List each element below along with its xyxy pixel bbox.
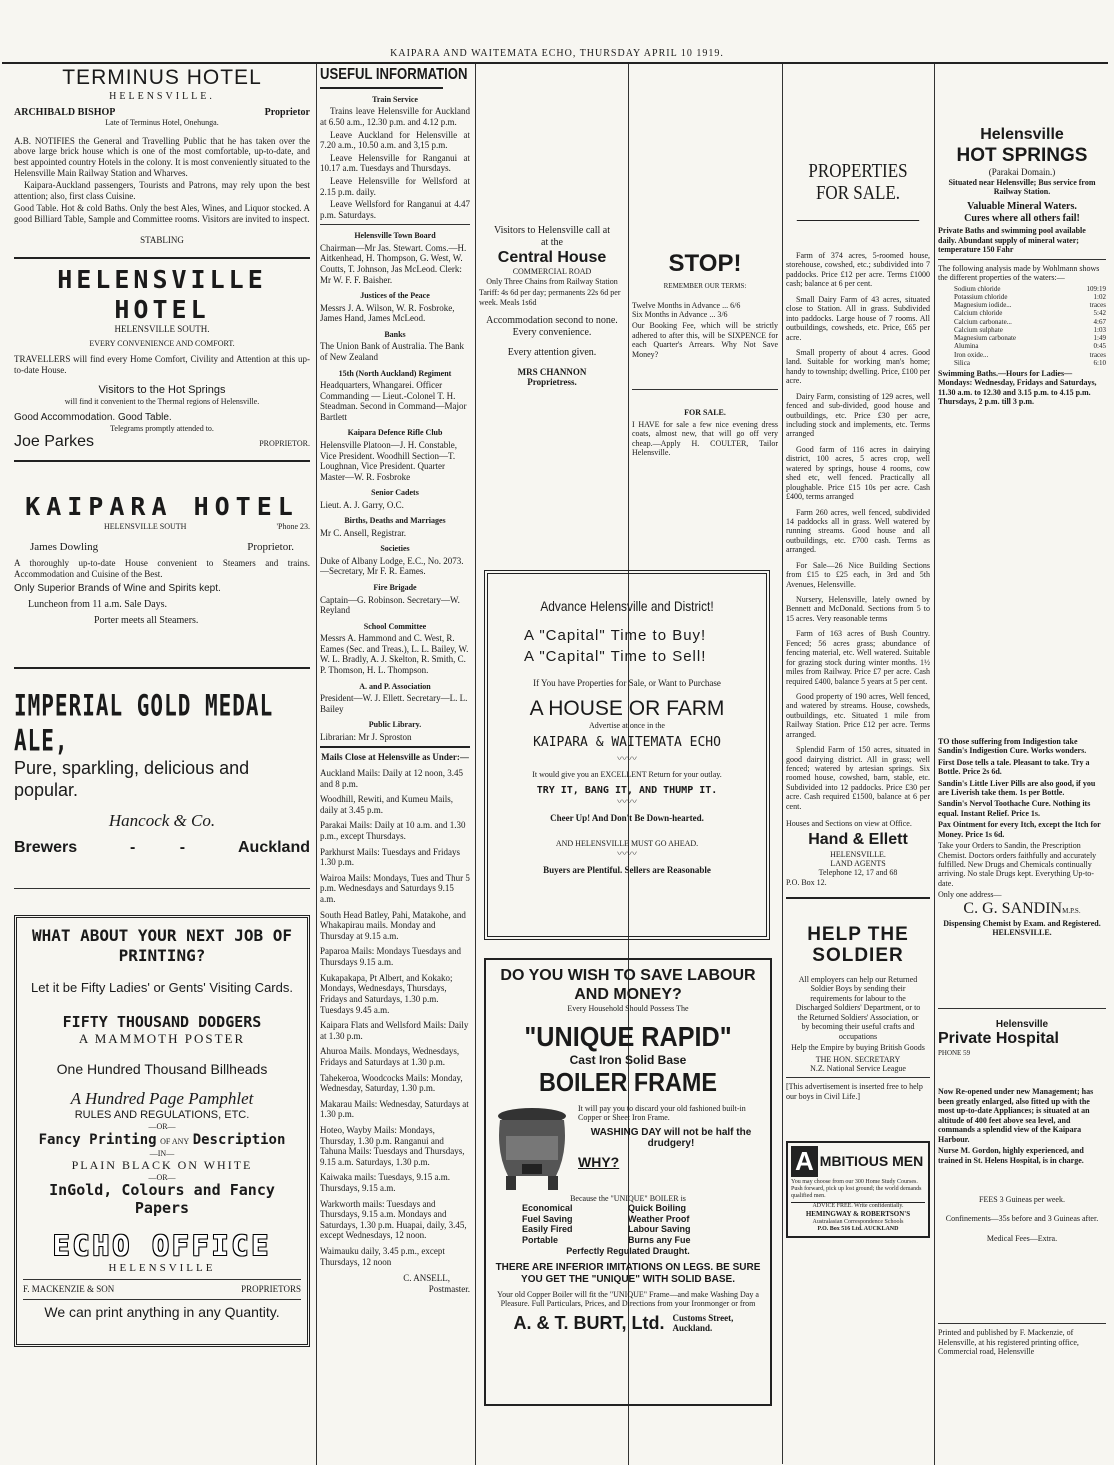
- boiler-feature: Portable: [522, 1234, 559, 1245]
- boiler-illustration: [492, 1102, 572, 1194]
- property-item: Small property of about 4 acres. Good land. Suitable for working man's home; handy to township; dwelling. Price, £100 per acre.: [786, 347, 930, 386]
- stop-remember: REMEMBER OUR TERMS:: [663, 282, 747, 291]
- agent-tel: Telephone 12, 17 and 68: [818, 868, 898, 878]
- boiler-because: Because the "UNIQUE" BOILER is: [570, 1193, 686, 1203]
- rifle-text: Helensville Platoon—J. H. Constable, Vice President. Woodhill Section—T. Loughnan, Vice President. Quarter Master—W. R. Fosbroke: [320, 439, 457, 482]
- stop-ad: [632, 250, 778, 460]
- kaipara-phone: 'Phone 23.: [276, 521, 310, 531]
- column-2: [320, 66, 470, 1461]
- boiler-address: Customs Street, Auckland.: [672, 1312, 734, 1334]
- central-at: at the: [541, 236, 563, 248]
- mail-item: Auckland Mails: Daily at 12 noon, 3.45 and 8 p.m.: [320, 767, 463, 789]
- hospital-fees: FEES 3 Guineas per week.: [979, 1194, 1065, 1204]
- ambitious-initial: A: [791, 1146, 818, 1177]
- mail-item: Paparoa Mails: Mondays Tuesdays and Thursdays 9.15 a.m.: [320, 946, 461, 968]
- mail-item: Kukapakapa, Pt Albert, and Kokako; Mondays, Wednesdays, Thursdays, Fridays and Saturdays, 1.30 p.m. Tuesdays 9.45 a.m.: [320, 972, 453, 1015]
- advance-ahead: AND HELENSVILLE MUST GO AHEAD.: [555, 839, 699, 849]
- printing-plain: PLAIN BLACK ON WHITE: [71, 1158, 253, 1173]
- kaipara-role: Proprietor.: [247, 541, 294, 553]
- column-1: [14, 66, 310, 1461]
- stop-terms: Our Booking Fee, which will be strictly adhered to after this, will be SIXPENCE for each Quarter's Arrears. Why Not Save Money?: [632, 321, 778, 359]
- analysis-cell: 1:02: [1093, 292, 1106, 301]
- boiler-unique: "UNIQUE RAPID": [524, 1020, 732, 1052]
- ap-heading: A. and P. Association: [359, 681, 431, 691]
- sandin-dose: First Dose tells a tale. Pleasant to take. Try a Bottle. Price 2s 6d.: [938, 757, 1090, 777]
- boiler-imitations: THERE ARE INFERIOR IMITATIONS ON LEGS. BE SURE YOU GET THE "UNIQUE" WITH SOLID BASE.: [495, 1262, 761, 1285]
- sandin-name: C. G. SANDIN: [963, 899, 1063, 917]
- advance-try: TRY IT, BANG IT, AND THUMP IT.: [536, 785, 718, 797]
- mail-item: South Head Batley, Pahi, Matakohe, and Whakapirau mails. Monday and Thursday at 9.15 a.m.: [320, 909, 466, 941]
- analysis-cell: 4:67: [1093, 317, 1106, 326]
- boiler-feature: Weather Proof: [628, 1213, 690, 1224]
- analysis-cell: Magnesium iodide...: [954, 301, 1012, 310]
- ambitious-advice: ADVICE FREE. Write confidentially.: [791, 1202, 925, 1210]
- analysis-cell: Silica: [954, 358, 970, 367]
- masthead: KAIPARA AND WAITEMATA ECHO, THURSDAY APRIL 10 1919.: [390, 48, 724, 59]
- library-text: Librarian: Mr J. Sproston: [320, 731, 412, 742]
- printing-tagline: We can print anything in any Quantity.: [44, 1304, 280, 1321]
- help-heading: HELP THE SOLDIER: [807, 924, 909, 967]
- property-item: Farm 260 acres, well fenced, subdivided 14 paddocks all in grass. Well watered by running streams. Good house and all outbuildings, etc. £700 cash. Terms as arranged.: [786, 507, 930, 555]
- properties-view: Houses and Sections on view at Office.: [786, 819, 912, 829]
- analysis-cell: Calcium carbonate...: [954, 317, 1012, 326]
- kaipara-title: KAIPARA HOTEL: [25, 492, 299, 522]
- central-dist: Only Three Chains from Railway Station: [486, 276, 618, 286]
- advance-advertise: Advertise at once in the: [589, 721, 665, 731]
- advance-ad: Advance Helensville and District! A "Capital" Time to Buy! A "Capital" Time to Sell! If You have Properties for Sale, or Want to Purchase A HOUSE OR FARM Advertise at once in the KAIPARA & WAITEMATA ECHO 〰〰 It would give you an EXCELLENT Return for your outlay. TRY IT, BANG IT, AND THUMP IT. 〰〰 Cheer Up! And Don't Be Down-hearted. AND HELENSVILLE MUST GO AHEAD. 〰〰 Buyers are Plentiful. Sellers are Reasonable: [484, 570, 770, 940]
- analysis-row: [954, 309, 1106, 317]
- sandin-tooth: Sandin's Nervol Toothache Cure. Nothing its equal. Instant Relief. Price 1s.: [938, 799, 1091, 818]
- train-item: Trains leave Helensville for Auckland at 6.50 a.m., 12.30 p.m. and 4.12 p.m.: [320, 106, 470, 127]
- boiler-headline: DO YOU WISH TO SAVE LABOUR AND MONEY?: [500, 967, 756, 1004]
- mail-item: Waimauku daily, 3.45 p.m., except Thursdays, 12 noon: [320, 1246, 445, 1267]
- central-name: Central House: [497, 248, 607, 266]
- analysis-cell: Potassium chloride: [954, 292, 1008, 301]
- advance-house: A HOUSE OR FARM: [529, 696, 725, 720]
- imprint: Printed and published by F. Mackenzie, of Helensville, at his registered printing office, Commercial road, Helensville: [938, 1328, 1079, 1357]
- helensville-title: HELENSVILLE HOTEL: [57, 265, 267, 324]
- banks-text: The Union Bank of Australia. The Bank of New Zealand: [320, 341, 465, 362]
- properties-heading: PROPERTIES FOR SALE.: [797, 160, 919, 221]
- springs-cures: Cures where all others fail!: [964, 212, 1080, 224]
- property-item: Good property of 190 acres, Well fenced, and watered by streams. House, cowsheds, outbuildings, etc. Situated 1 mile from Railway Station. Price £12 per acre. Terms arranged.: [786, 691, 930, 739]
- boiler-possess: Every Household Should Possess The: [567, 1004, 689, 1014]
- column-5: [786, 160, 930, 1460]
- terminus-title: TERMINUS HOTEL: [62, 66, 262, 89]
- ale-ad: IMPERIAL GOLD MEDAL ALE, Pure, sparkling, delicious and popular. Hancock & Co. Brewers - - Auckland: [14, 688, 310, 857]
- help-secretary: THE HON. SECRETARY: [815, 1054, 901, 1064]
- births-text: Mr C. Ansell, Registrar.: [320, 527, 406, 538]
- cadets-heading: Senior Cadets: [371, 488, 419, 498]
- springs-baths: Private Baths and swimming pool available daily. Abundant supply of mineral water; temperature 150 Fahr: [938, 226, 1086, 255]
- fire-heading: Fire Brigade: [373, 583, 417, 593]
- helensville-springs2: will find it convenient to the Thermal regions of Helensville.: [64, 396, 260, 406]
- boiler-copper: Your old Copper Boiler will fit the "UNIQUE" Frame—and make Washing Day a Pleasure. Full Particulars, Prices, and Directions from your Ironmonger or from: [497, 1289, 759, 1309]
- ale-desc: Pure, sparkling, delicious and popular.: [14, 758, 250, 800]
- analysis-row: [954, 318, 1106, 326]
- postmaster-sign: C. ANSELL,: [403, 1273, 450, 1284]
- train-list: [320, 106, 470, 220]
- terminus-body: A.B. NOTIFIES the General and Travelling Public that he has taken over the above large brick house which is one of the most comfortable, up-to-date, and best appointed country Hotels in the colony. It is most conveniently situated to the Helensville Main Railway Station and Wharves.: [14, 135, 310, 178]
- boiler-feature: Economical: [522, 1203, 573, 1214]
- boiler-pay: It will pay you to discard your old fashioned built-in Copper or Sheet Iron Frame.: [578, 1103, 746, 1123]
- ap-text: President—W. J. Ellett. Secretary—L. L. Bailey: [320, 693, 468, 714]
- analysis-cell: 5:42: [1093, 309, 1106, 318]
- hospital-medical: Medical Fees—Extra.: [986, 1233, 1058, 1243]
- kaipara-sub: HELENSVILLE SOUTH: [104, 521, 187, 531]
- hospital-nurse: Nurse M. Gordon, highly experienced, and trained in St. Helens Hospital, is in charge.: [938, 1146, 1084, 1165]
- school-text: Messrs A. Hammond and C. West, R. Eames (Sec. and Treas.), L. L. Bailey, W. W. L. Bradly, A. J. Skelton, R. Smith, C. P. Thomson, H. L. Thompson.: [320, 633, 469, 676]
- agent-box: P.O. Box 12.: [786, 877, 827, 887]
- advance-return: It would give you an EXCELLENT Return for your outlay.: [532, 769, 722, 779]
- ale-title: IMPERIAL GOLD MEDAL ALE,: [14, 688, 274, 757]
- boiler-feature: Burns any Fue: [628, 1234, 691, 1245]
- terminus-body3: Good Table. Hot & cold Baths. Only the best Ales, Wines, and Liquor stocked. A good Billiard Table, Sample and Committee rooms. Visitors are invited to inspect.: [14, 203, 310, 225]
- agent-firm: Hand & Ellett: [808, 830, 908, 848]
- mail-item: Parakai Mails: Daily at 10 a.m. and 1.30 p.m., except Thursdays.: [320, 820, 466, 841]
- train-item: Leave Wellsford for Ranganui at 4.47 p.m. Saturdays.: [320, 199, 470, 220]
- stop-term-2: Six Months in Advance ... 3/6: [632, 310, 728, 319]
- train-item: Leave Auckland for Helensville at 7.20 a.m., 10.50 a.m. and 3,15 p.m.: [320, 129, 470, 151]
- analysis-table: [938, 285, 1106, 368]
- births-heading: Births, Deaths and Marriages: [344, 516, 446, 526]
- printing-gold: InGold, Colours and Fancy Papers: [49, 1181, 275, 1217]
- mail-item: Warkworth mails: Tuesdays and Thursdays, 9.15 a.m. Mondays and Saturdays, 1.30 p.m. Huapai, daily, 3.45, except Wednesdays, 12 noon.: [320, 1198, 467, 1241]
- printing-cards: Let it be Fifty Ladies' or Gents' Visiting Cards.: [31, 980, 293, 996]
- analysis-cell: Calcium sulphate: [954, 325, 1003, 334]
- mail-item: Makarau Mails: Wednesday, Saturdays at 1.30 p.m.: [320, 1098, 469, 1120]
- helensville-owner: Joe Parkes: [14, 433, 95, 451]
- regiment-heading: 15th (North Auckland) Regiment: [338, 368, 452, 378]
- train-heading: Train Service: [372, 94, 418, 104]
- terminus-body2: Kaipara-Auckland passengers, Tourists and Patrons, may rely upon the best attention; also, first class Cuisine.: [14, 180, 310, 201]
- ambitious-schools: Australasian Correspondence Schools: [812, 1218, 904, 1225]
- mail-item: Woodhill, Rewiti, and Kumeu Mails, daily at 3.45 p.m.: [320, 794, 454, 815]
- column-rule: [782, 64, 783, 1464]
- terminus-stabling: STABLING: [140, 234, 184, 245]
- ale-city: Auckland: [237, 839, 310, 857]
- ale-maker: Hancock & Co.: [108, 811, 216, 831]
- mail-item: Tahekeroa, Woodcocks Mails: Monday, Wednesday, Saturday, 1.30 p.m.: [320, 1072, 463, 1094]
- hospital-h1: Helensville: [995, 1018, 1049, 1030]
- central-house-ad: [479, 225, 625, 455]
- boiler-feature: Labour Saving: [628, 1224, 691, 1235]
- fire-text: Captain—G. Robinson. Secretary—W. Reyland: [320, 594, 460, 616]
- ale-brewers: Brewers: [14, 839, 78, 857]
- jp-heading: Justices of the Peace: [360, 291, 430, 301]
- printing-ofany: OF ANY: [160, 1136, 190, 1146]
- property-item: Small Dairy Farm of 43 acres, situated close to Station. All in grass. Subdivided into paddocks. Large house of 7 rooms. All outbuildings, cowsheds, etc. Price, £65 per acre.: [786, 294, 930, 342]
- analysis-cell: traces: [1089, 350, 1106, 359]
- boiler-frame: BOILER FRAME: [538, 1067, 718, 1097]
- analysis-cell: Alumina: [954, 342, 979, 351]
- springs-sub: (Parakai Domain.): [988, 167, 1056, 178]
- advance-properties: If You have Properties for Sale, or Want to Purchase: [533, 677, 721, 688]
- property-item: Farm of 374 acres, 5-roomed house, storehouse, cowshed, etc.; subdivided into 7 paddocks. Price £12 per acre. Terms £1000 cash; balance at 6 per cent.: [786, 251, 930, 289]
- analysis-cell: 1:03: [1093, 325, 1106, 334]
- mails-heading: Mails Close at Helensville as Under:—: [321, 752, 469, 763]
- printing-fancy: Fancy Printing: [38, 1131, 157, 1148]
- printing-headline: WHAT ABOUT YOUR NEXT JOB OF PRINTING?: [31, 926, 293, 966]
- printing-billheads: One Hundred Thousand Billheads: [56, 1060, 268, 1077]
- help-note: [This advertisement is inserted free to help our boys in Civil Life.]: [786, 1082, 923, 1101]
- train-item: Leave Helensville for Wellsford at 2.15 p.m. daily.: [320, 175, 470, 197]
- ambitious-text: You may choose from our 300 Home Study Courses. Push forward, pick up lost ground; the world demands qualified men.: [791, 1178, 922, 1200]
- hospital-confinements: Confinements—35s before and 3 Guineas after.: [945, 1214, 1099, 1224]
- printing-rules: RULES AND REGULATIONS, ETC.: [74, 1109, 250, 1122]
- analysis-cell: Magnesium carbonate: [954, 334, 1017, 343]
- ambitious-address: P.O. Box 516 Ltd. AUCKLAND: [817, 1225, 899, 1232]
- printing-props: F. MACKENZIE & SON: [23, 1284, 115, 1295]
- springs-analysis: The following analysis made by Wohlmann shows the different properties of the waters:—: [938, 263, 1100, 283]
- board-heading: Helensville Town Board: [354, 231, 436, 241]
- mail-item: Ahuroa Mails. Mondays, Wednesdays, Fridays and Saturdays at 1.30 p.m.: [320, 1046, 460, 1067]
- boiler-washing: WASHING DAY will not be half the drudgery!: [590, 1126, 752, 1150]
- ambitious-heading: MBITIOUS MEN: [819, 1153, 924, 1170]
- printing-poster: A MAMMOTH POSTER: [78, 1031, 246, 1047]
- analysis-row: [954, 334, 1106, 342]
- analysis-cell: 109:19: [1086, 284, 1106, 293]
- kaipara-porter: Porter meets all Steamers.: [94, 614, 199, 626]
- mails-list: [320, 768, 470, 1267]
- printing-role: PROPRIETORS: [241, 1284, 301, 1295]
- jp-text: Messrs J. A. Wilson, W. R. Fosbroke, James Hand, James McLeod.: [320, 302, 455, 324]
- mail-item: Kaipara Flats and Wellsford Mails: Daily at 1.30 p.m.: [320, 1020, 469, 1041]
- helensville-hotel-ad: [14, 265, 310, 452]
- column-rule: [316, 64, 317, 1465]
- springs-h2: HOT SPRINGS: [956, 144, 1088, 166]
- helensville-role: PROPRIETOR.: [259, 439, 310, 449]
- terminus-owner: ARCHIBALD BISHOP: [14, 106, 116, 118]
- printing-town: HELENSVILLE: [108, 1262, 216, 1275]
- societies-heading: Societies: [380, 544, 410, 554]
- printing-office: ECHO OFFICE: [52, 1229, 272, 1263]
- helensville-body: TRAVELLERS will find every Home Comfort, Civility and Attention at this up-to-date House.: [14, 354, 310, 375]
- sandin-pax: Pax Ointment for every Itch, except the Itch for Money. Price 1s 6d.: [938, 820, 1101, 839]
- central-intro: Visitors to Helensville call at: [493, 225, 611, 236]
- hospital-phone: PHONE 59: [938, 1049, 971, 1058]
- analysis-row: [954, 285, 1106, 293]
- ambitious-firm: HEMINGWAY & ROBERTSON'S: [805, 1210, 911, 1219]
- printing-description: Description: [192, 1131, 286, 1148]
- printing-or1: —OR—: [148, 1122, 176, 1132]
- help-british: Help the Empire by buying British Goods: [791, 1043, 925, 1053]
- printing-pamphlet: A Hundred Page Pamphlet: [70, 1089, 254, 1109]
- advance-heading: Advance Helensville and District!: [540, 598, 714, 614]
- property-item: Good farm of 116 acres in dairying district, 100 acres, 5 acres crop, well watered by springs, house 4 rooms, cow shed etc, well fenced. Practically all ploughable. Price £15 10s per acre. Cash £400, terms arranged: [786, 444, 930, 502]
- school-heading: School Committee: [363, 621, 427, 631]
- printing-dodgers: FIFTY THOUSAND DODGERS: [62, 1012, 262, 1031]
- kaipara-lunch: Luncheon from 11 a.m. Sale Days.: [28, 598, 168, 610]
- mail-item: Parkhurst Mails: Tuesdays and Fridays 1.30 p.m.: [320, 846, 461, 868]
- agent-role: LAND AGENTS: [830, 858, 886, 868]
- central-owner: MRS CHANNON: [517, 366, 587, 377]
- top-rule: [2, 62, 1108, 64]
- help-text: All employers can help our Returned Soldier Boys by sending their requirements for labour to the Discharged Soldiers' Department, or to the Returned Soldiers' Association, or by becoming their useful crafts and occupations: [795, 975, 921, 1041]
- terminus-late: Late of Terminus Hotel, Onehunga.: [105, 118, 219, 128]
- column-rule: [475, 64, 476, 1465]
- train-item: Leave Helensville for Ranganui at 10.17 a.m. Tuesdays and Thursdays.: [320, 152, 470, 174]
- printing-ad: [14, 915, 310, 1347]
- central-tariff: Tariff: 4s 6d per day; permanents 22s 6d per week. Meals 1s6d: [479, 288, 621, 307]
- property-item: Dairy Farm, consisting of 129 acres, well fenced and sub-divided, good house and outbuildings, etc. Price £30 per acre, including stock and implements, etc. Terms arranged: [786, 391, 930, 439]
- sandin-mps: M.P.S.: [1062, 906, 1081, 915]
- sandin-chemist: Dispensing Chemist by Exam. and Registered.: [943, 918, 1101, 928]
- kaipara-hotel-ad: [14, 492, 310, 627]
- boiler-why: WHY?: [578, 1154, 620, 1171]
- rifle-heading: Kaipara Defence Rifle Club: [347, 428, 443, 438]
- boiler-base: Cast Iron Solid Base: [569, 1052, 687, 1067]
- column-rule: [934, 64, 935, 1465]
- analysis-cell: Iron oxide...: [954, 350, 989, 359]
- hospital-h2: Private Hospital: [938, 1030, 1059, 1048]
- kaipara-owner: James Dowling: [30, 541, 99, 553]
- column-6: [938, 126, 1106, 1456]
- cadets-text: Lieut. A. J. Garry, O.C.: [320, 499, 404, 510]
- properties-list: [786, 251, 930, 811]
- springs-swim: Swimming Baths.—Hours for Ladies—Mondays: Wednesday, Fridays and Saturdays, 11.30 a.m. to 12.30 and 3.15 p.m. to 4.15 p.m. Thursdays, 2 p.m. till 3 p.m.: [938, 369, 1097, 407]
- analysis-row: [954, 342, 1106, 350]
- property-item: Nursery, Helensville, lately owned by Bennett and McDonald. Sections from 5 to 15 acres. Very reasonable terms: [786, 595, 930, 623]
- analysis-cell: 1:49: [1093, 334, 1106, 343]
- boiler-feature: Easily Fired: [522, 1224, 573, 1235]
- sandin-town: HELENSVILLE.: [992, 928, 1052, 938]
- helensville-accom: Good Accommodation. Good Table.: [14, 411, 172, 423]
- library-heading: Public Library.: [368, 720, 422, 730]
- printing-or2: —OR—: [148, 1172, 176, 1182]
- analysis-row: [954, 351, 1106, 359]
- advance-paper: KAIPARA & WAITEMATA ECHO: [533, 734, 721, 750]
- advance-cheer: Cheer Up! And Don't Be Down-hearted.: [550, 812, 704, 823]
- postmaster-role: Postmaster.: [428, 1283, 470, 1294]
- sandin-only: Only one address—: [938, 890, 1002, 900]
- property-item: Splendid Farm of 150 acres, situated in good dairying district. All in grass; well fenced; watered by artesian springs. Six roomed house, cowshed, barn, stable, etc. Subdivided into 12 paddocks. Price £30 per acre. Cash required £1500, balance at 6 per cent.: [786, 745, 930, 811]
- agent-town: HELENSVILLE.: [830, 849, 886, 859]
- analysis-cell: Calcium chloride: [954, 309, 1003, 318]
- help-league: N.Z. National Service League: [810, 1063, 906, 1073]
- central-attention: Every attention given.: [507, 346, 597, 358]
- analysis-row: [954, 301, 1106, 309]
- sandin-orders: Take your Orders to Sandin, the Prescription Chemist. Doctors orders faithfully and accurately fulfilled. New Drugs and Chemicals continually arriving. No stale Drugs kept. Everything Up-to-date.: [938, 841, 1097, 888]
- analysis-row: [954, 359, 1106, 367]
- springs-h1: Helensville: [980, 126, 1064, 143]
- sale-text: I HAVE for sale a few nice evening dress coats, almost new, that will go off very cheap.—Apply H. COULTER, Tailor Helensville.: [632, 419, 778, 457]
- central-role: Proprietress.: [527, 377, 577, 388]
- boiler-feature: Fuel Saving: [522, 1213, 573, 1224]
- societies-text: Duke of Albany Lodge, E.C., No. 2073.—Secretary, Mr F. R. Eames.: [320, 555, 464, 577]
- helensville-springs: Visitors to the Hot Springs: [98, 383, 226, 396]
- property-item: For Sale—26 Nice Building Sections from £15 to £25 each, in 3rd and 5th Avenues, Helensville.: [786, 560, 930, 589]
- printing-in: —IN—: [149, 1149, 175, 1159]
- analysis-cell: 0:45: [1093, 342, 1106, 351]
- terminus-role: Proprietor: [264, 106, 310, 118]
- helensville-comfort: EVERY CONVENIENCE AND COMFORT.: [89, 338, 235, 348]
- kaipara-brands: Only Superior Brands of Wine and Spirits kept.: [14, 583, 221, 595]
- analysis-cell: 6:10: [1093, 358, 1106, 367]
- regiment-text: Headquarters, Whangarei. Officer Commanding — Lieut.-Colonel T. H. Steadman. Second in Command—Major Bartlett: [320, 380, 467, 422]
- terminus-town: HELENSVILLE.: [109, 90, 215, 102]
- central-accom: Accommodation second to none. Every convenience.: [486, 315, 618, 339]
- terminus-hotel-ad: [14, 66, 310, 245]
- property-item: Farm of 163 acres of Bush Country. Fenced; 56 acres grass; abundance of fencing material, etc. Well watered. Suitable for grazing stock during winter months. 1½ miles from Railway. Price £7 per acre. Cash required £400, balance 5 years at 5 per cent.: [786, 629, 930, 686]
- mail-item: Wairoa Mails: Mondays, Tues and Thur 5 p.m. Wednesdays and Saturdays 9.15 a.m.: [320, 872, 470, 905]
- sale-heading: FOR SALE.: [684, 408, 726, 418]
- analysis-row: [954, 326, 1106, 334]
- useful-info-title: USEFUL INFORMATION: [320, 66, 443, 89]
- springs-loc: Situated near Helensville; Bus service from Railway Station.: [948, 177, 1096, 197]
- boiler-ad: [484, 958, 772, 1406]
- analysis-cell: Sodium chloride: [954, 284, 1001, 293]
- boiler-feature: Quick Boiling: [628, 1203, 687, 1214]
- sandin-pills: Sandin's Little Liver Pills are also good, if you are Liverish take them. 1s per Bottle.: [938, 778, 1096, 797]
- sandin-indigestion: TO those suffering from Indigestion take Sandin's Indigestion Cure. Works wonders.: [938, 736, 1087, 756]
- mail-item: Kaiwaka mails: Tuesdays, 9.15 a.m. Thursdays, 9.15 a.m.: [320, 1172, 450, 1194]
- stop-term-1: Twelve Months in Advance ... 6/6: [632, 300, 741, 310]
- central-addr: COMMERCIAL ROAD: [512, 267, 592, 277]
- kaipara-body: A thoroughly up-to-date House convenient to Steamers and trains. Accommodation and Cuisine of the Best.: [14, 557, 310, 579]
- hospital-reopened: Now Re-opened under new Management; has been greatly enlarged, also fitted up with the most up-to-date Appliances; is situated at an altitude of 400 feet above sea level, and commands a splendid view of the Kaipara Harbour.: [938, 1087, 1094, 1144]
- springs-mineral: Valuable Mineral Waters.: [967, 200, 1077, 212]
- analysis-cell: traces: [1089, 301, 1106, 310]
- stop-title: STOP!: [668, 250, 742, 277]
- analysis-row: [954, 293, 1106, 301]
- helensville-sub: HELENSVILLE SOUTH.: [114, 324, 210, 335]
- advance-sell: A "Capital" Time to Sell!: [524, 648, 707, 666]
- ambitious-ad: [786, 1141, 930, 1237]
- advance-buyers: Buyers are Plentiful. Sellers are Reasonable: [543, 864, 711, 875]
- mail-item: Hoteo, Wayby Mails: Mondays, Thursday, 1.30 p.m. Ranganui and Tahuna Mails: Tuesdays and Thursdays, 9.15 a.m. Saturdays, 1.30 p.m.: [320, 1125, 465, 1167]
- helensville-tele: Telegrams promptly attended to.: [110, 423, 214, 433]
- boiler-firm: A. & T. BURT, Ltd.: [513, 1312, 665, 1333]
- banks-heading: Banks: [384, 329, 406, 339]
- advance-buy: A "Capital" Time to Buy!: [524, 626, 707, 644]
- board-text: Chairman—Mr Jas. Stewart. Coms.—H. Aitkenhead, H. Thompson, G. West, W. Coutts, T. Johnson, Jas McLeod. Clerk: Mr W. F. F. Baisher.: [320, 242, 467, 285]
- boiler-features: [492, 1203, 764, 1245]
- boiler-draught: Perfectly Regulated Draught.: [566, 1245, 690, 1256]
